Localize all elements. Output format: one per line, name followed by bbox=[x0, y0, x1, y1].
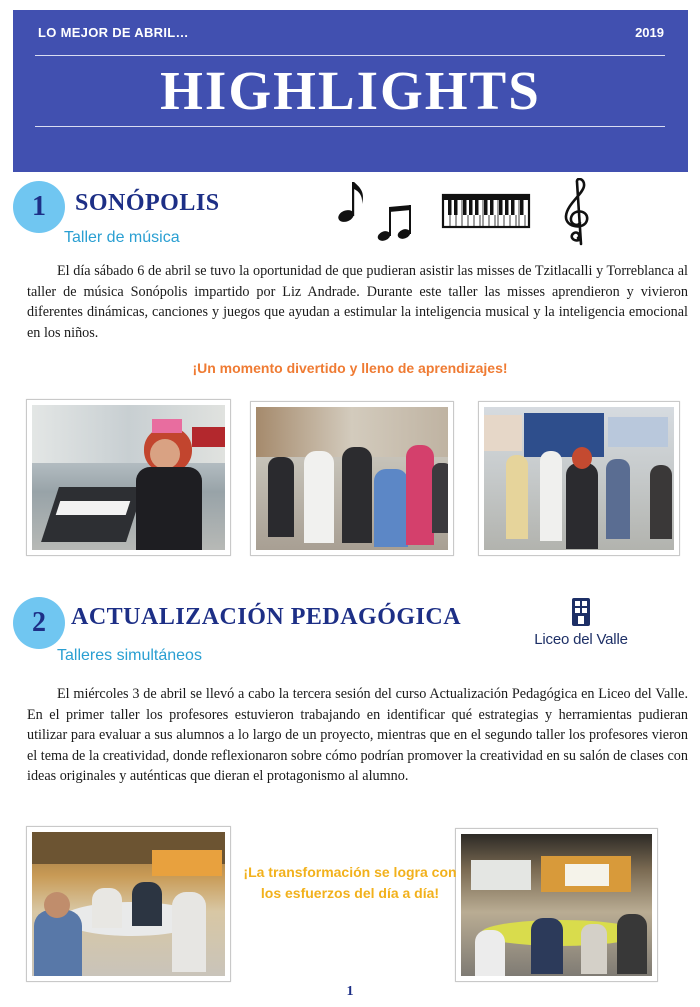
photo-teacher-workshop-1 bbox=[26, 826, 231, 982]
keyboard-icon bbox=[443, 195, 529, 227]
eighth-note-icon bbox=[337, 182, 363, 224]
logo-text: Liceo del Valle bbox=[534, 631, 628, 648]
header-rule-top bbox=[35, 55, 665, 56]
section-2-subtitle: Talleres simultáneos bbox=[57, 647, 202, 664]
header-year: 2019 bbox=[635, 25, 664, 40]
section-2-number: 2 bbox=[13, 597, 65, 649]
treble-clef-icon bbox=[566, 179, 587, 244]
photo-teacher-workshop-2 bbox=[455, 828, 658, 982]
liceo-del-valle-logo bbox=[525, 597, 637, 649]
photo-music-workshop-3 bbox=[478, 401, 680, 556]
section-2-quote: ¡La transformación se logra con los esfuerzos del día a día! bbox=[243, 864, 457, 901]
photo-music-workshop-2 bbox=[250, 401, 454, 556]
header-kicker: LO MEJOR DE ABRIL… bbox=[38, 25, 189, 40]
page-number: 1 bbox=[346, 984, 354, 999]
page-title: HIGHLIGHTS bbox=[160, 60, 541, 121]
header-banner bbox=[13, 10, 688, 172]
music-icons bbox=[333, 178, 603, 248]
section-2-body: El miércoles 3 de abril se llevó a cabo la tercera sesión del curso Actualización Pedagógica en Liceo del Valle. En el primer taller los profesores estuvieron trabajando en identificar qué estrategias y herramientas pudieran utilizar para evaluar a sus alumnos a lo largo de un proyecto, mientras que en el segundo taller los profesores vieron el tema de la creatividad, donde reflexionaron sobre cómo podrían promover la creatividad en su salón de clases con ideas originales y auténticas que dieran el protagonismo al alumno. bbox=[27, 686, 688, 784]
school-crest-icon bbox=[571, 597, 591, 627]
section-1-body: El día sábado 6 de abril se tuvo la oportunidad de que pudieran asistir las misses de Tzitlacalli y Torreblanca al taller de música Sonópolis impartido por Liz Andrade. Durante este taller las misses aprendieron y vivieron diferentes dinámicas, canciones y juegos que ayudan a estimular la inteligencia musical y la inteligencia emocional en los niños. bbox=[27, 263, 688, 341]
section-2-title: ACTUALIZACIÓN PEDAGÓGICA bbox=[71, 604, 462, 630]
section-1-subtitle: Taller de música bbox=[64, 229, 180, 246]
beamed-notes-icon bbox=[376, 205, 411, 243]
photo-music-workshop-1 bbox=[26, 399, 231, 556]
section-1-quote: ¡Un momento divertido y lleno de aprendizajes! bbox=[192, 360, 508, 376]
header-rule-bottom bbox=[35, 126, 665, 127]
section-1-number: 1 bbox=[13, 181, 65, 233]
section-1-title: SONÓPOLIS bbox=[75, 190, 220, 216]
